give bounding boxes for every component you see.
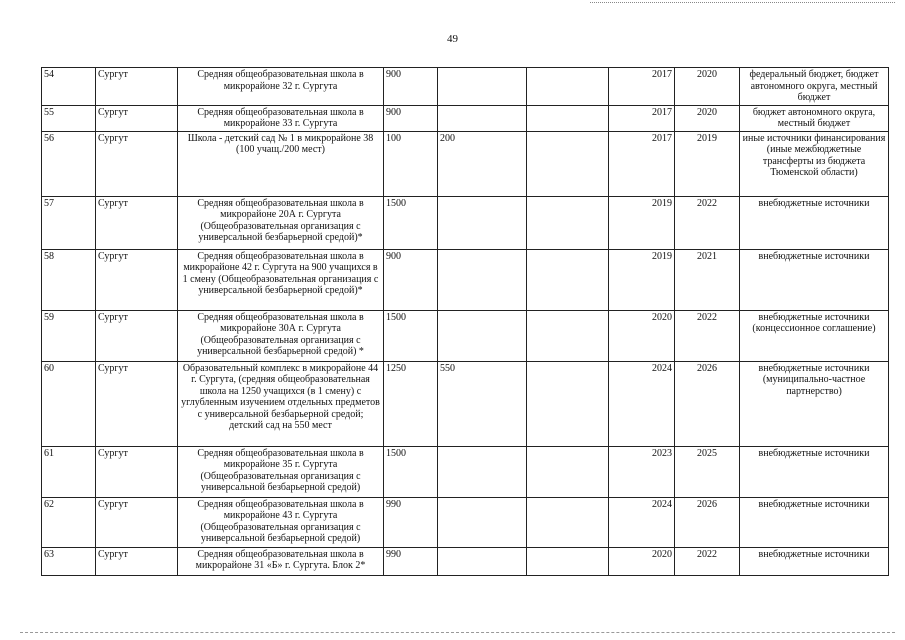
row-extra-capacity [438, 196, 527, 249]
row-year-start: 2020 [609, 310, 675, 361]
row-extra-capacity [438, 310, 527, 361]
row-year-start: 2017 [609, 131, 675, 196]
row-object-name: Образовательный комплекс в микрорайоне 44 г. Сургута, (средняя общеобразовательная школа на 1250 учащихся (в 1 смену) с углубленным изучением отдельных предметов с универсальной безбарьерной средой; детский сад на 550 мест [178, 361, 384, 446]
row-year-start: 2017 [609, 105, 675, 131]
table-row [42, 68, 889, 106]
row-city: Сургут [96, 361, 178, 446]
row-city: Сургут [96, 310, 178, 361]
row-funding-source: внебюджетные источники [740, 446, 889, 497]
row-funding-source: внебюджетные источники [740, 249, 889, 310]
row-empty-cell [527, 196, 609, 249]
row-year-end: 2021 [675, 249, 740, 310]
row-number: 56 [42, 131, 96, 196]
row-capacity: 990 [384, 547, 438, 575]
row-capacity: 1500 [384, 310, 438, 361]
row-capacity: 1250 [384, 361, 438, 446]
row-city: Сургут [96, 497, 178, 547]
row-capacity: 900 [384, 105, 438, 131]
row-year-end: 2020 [675, 105, 740, 131]
row-funding-source: внебюджетные источники [740, 196, 889, 249]
row-empty-cell [527, 446, 609, 497]
row-empty-cell [527, 361, 609, 446]
row-funding-source: иные источники финансирования (иные межбюджетные трансферты из бюджета Тюменской области) [740, 131, 889, 196]
row-year-end: 2019 [675, 131, 740, 196]
row-funding-source: внебюджетные источники (концессионное соглашение) [740, 310, 889, 361]
row-capacity: 990 [384, 497, 438, 547]
objects-table [41, 67, 889, 576]
row-number: 57 [42, 196, 96, 249]
table-row [42, 310, 889, 361]
row-extra-capacity [438, 446, 527, 497]
row-object-name: Средняя общеобразовательная школа в микрорайоне 42 г. Сургута на 900 учащихся в 1 смену (Общеобразовательная организация с универсальной безбарьерной средой)* [178, 249, 384, 310]
row-funding-source: федеральный бюджет, бюджет автономного округа, местный бюджет [740, 68, 889, 106]
row-year-start: 2019 [609, 196, 675, 249]
row-year-start: 2017 [609, 68, 675, 106]
row-extra-capacity [438, 249, 527, 310]
scan-artifact-bottom [20, 632, 895, 633]
row-empty-cell [527, 131, 609, 196]
row-funding-source: внебюджетные источники [740, 497, 889, 547]
table-row [42, 249, 889, 310]
row-year-end: 2022 [675, 547, 740, 575]
row-object-name: Средняя общеобразовательная школа в микрорайоне 32 г. Сургута [178, 68, 384, 106]
row-year-end: 2022 [675, 310, 740, 361]
row-extra-capacity: 200 [438, 131, 527, 196]
table-row [42, 196, 889, 249]
row-capacity: 1500 [384, 196, 438, 249]
row-empty-cell [527, 547, 609, 575]
row-number: 60 [42, 361, 96, 446]
row-number: 61 [42, 446, 96, 497]
row-city: Сургут [96, 131, 178, 196]
table-row [42, 105, 889, 131]
table-row [42, 131, 889, 196]
row-empty-cell [527, 310, 609, 361]
page-number: 49 [447, 33, 458, 45]
row-year-end: 2026 [675, 497, 740, 547]
row-number: 62 [42, 497, 96, 547]
row-object-name: Средняя общеобразовательная школа в микрорайоне 31 «Б» г. Сургута. Блок 2* [178, 547, 384, 575]
row-funding-source: внебюджетные источники (муниципально-частное партнерство) [740, 361, 889, 446]
row-city: Сургут [96, 547, 178, 575]
row-extra-capacity: 550 [438, 361, 527, 446]
row-number: 58 [42, 249, 96, 310]
row-empty-cell [527, 68, 609, 106]
row-year-start: 2023 [609, 446, 675, 497]
scan-artifact-top [590, 2, 895, 3]
row-extra-capacity [438, 497, 527, 547]
row-funding-source: бюджет автономного округа, местный бюджет [740, 105, 889, 131]
row-object-name: Средняя общеобразовательная школа в микрорайоне 43 г. Сургута (Общеобразовательная организация с универсальной безбарьерной средой) [178, 497, 384, 547]
table-row [42, 446, 889, 497]
row-capacity: 900 [384, 68, 438, 106]
row-object-name: Средняя общеобразовательная школа в микрорайоне 35 г. Сургута (Общеобразовательная организация с универсальной безбарьерной средой) [178, 446, 384, 497]
row-city: Сургут [96, 68, 178, 106]
row-number: 59 [42, 310, 96, 361]
row-empty-cell [527, 105, 609, 131]
row-city: Сургут [96, 105, 178, 131]
row-city: Сургут [96, 446, 178, 497]
row-empty-cell [527, 249, 609, 310]
row-number: 55 [42, 105, 96, 131]
table-row [42, 547, 889, 575]
row-funding-source: внебюджетные источники [740, 547, 889, 575]
row-year-end: 2020 [675, 68, 740, 106]
row-number: 63 [42, 547, 96, 575]
row-object-name: Средняя общеобразовательная школа в микрорайоне 30А г. Сургута (Общеобразовательная организация с универсальной безбарьерной средой) * [178, 310, 384, 361]
row-extra-capacity [438, 68, 527, 106]
row-number: 54 [42, 68, 96, 106]
table-row [42, 361, 889, 446]
row-empty-cell [527, 497, 609, 547]
row-year-start: 2024 [609, 497, 675, 547]
row-year-end: 2022 [675, 196, 740, 249]
row-capacity: 900 [384, 249, 438, 310]
row-capacity: 1500 [384, 446, 438, 497]
row-extra-capacity [438, 105, 527, 131]
row-object-name: Школа - детский сад № 1 в микрорайоне 38 (100 учащ./200 мест) [178, 131, 384, 196]
table-row [42, 497, 889, 547]
row-year-start: 2019 [609, 249, 675, 310]
row-year-start: 2024 [609, 361, 675, 446]
row-year-end: 2025 [675, 446, 740, 497]
row-year-end: 2026 [675, 361, 740, 446]
row-extra-capacity [438, 547, 527, 575]
row-city: Сургут [96, 196, 178, 249]
row-city: Сургут [96, 249, 178, 310]
row-object-name: Средняя общеобразовательная школа в микрорайоне 20А г. Сургута (Общеобразовательная организация с универсальной безбарьерной средой)* [178, 196, 384, 249]
row-year-start: 2020 [609, 547, 675, 575]
row-capacity: 100 [384, 131, 438, 196]
row-object-name: Средняя общеобразовательная школа в микрорайоне 33 г. Сургута [178, 105, 384, 131]
